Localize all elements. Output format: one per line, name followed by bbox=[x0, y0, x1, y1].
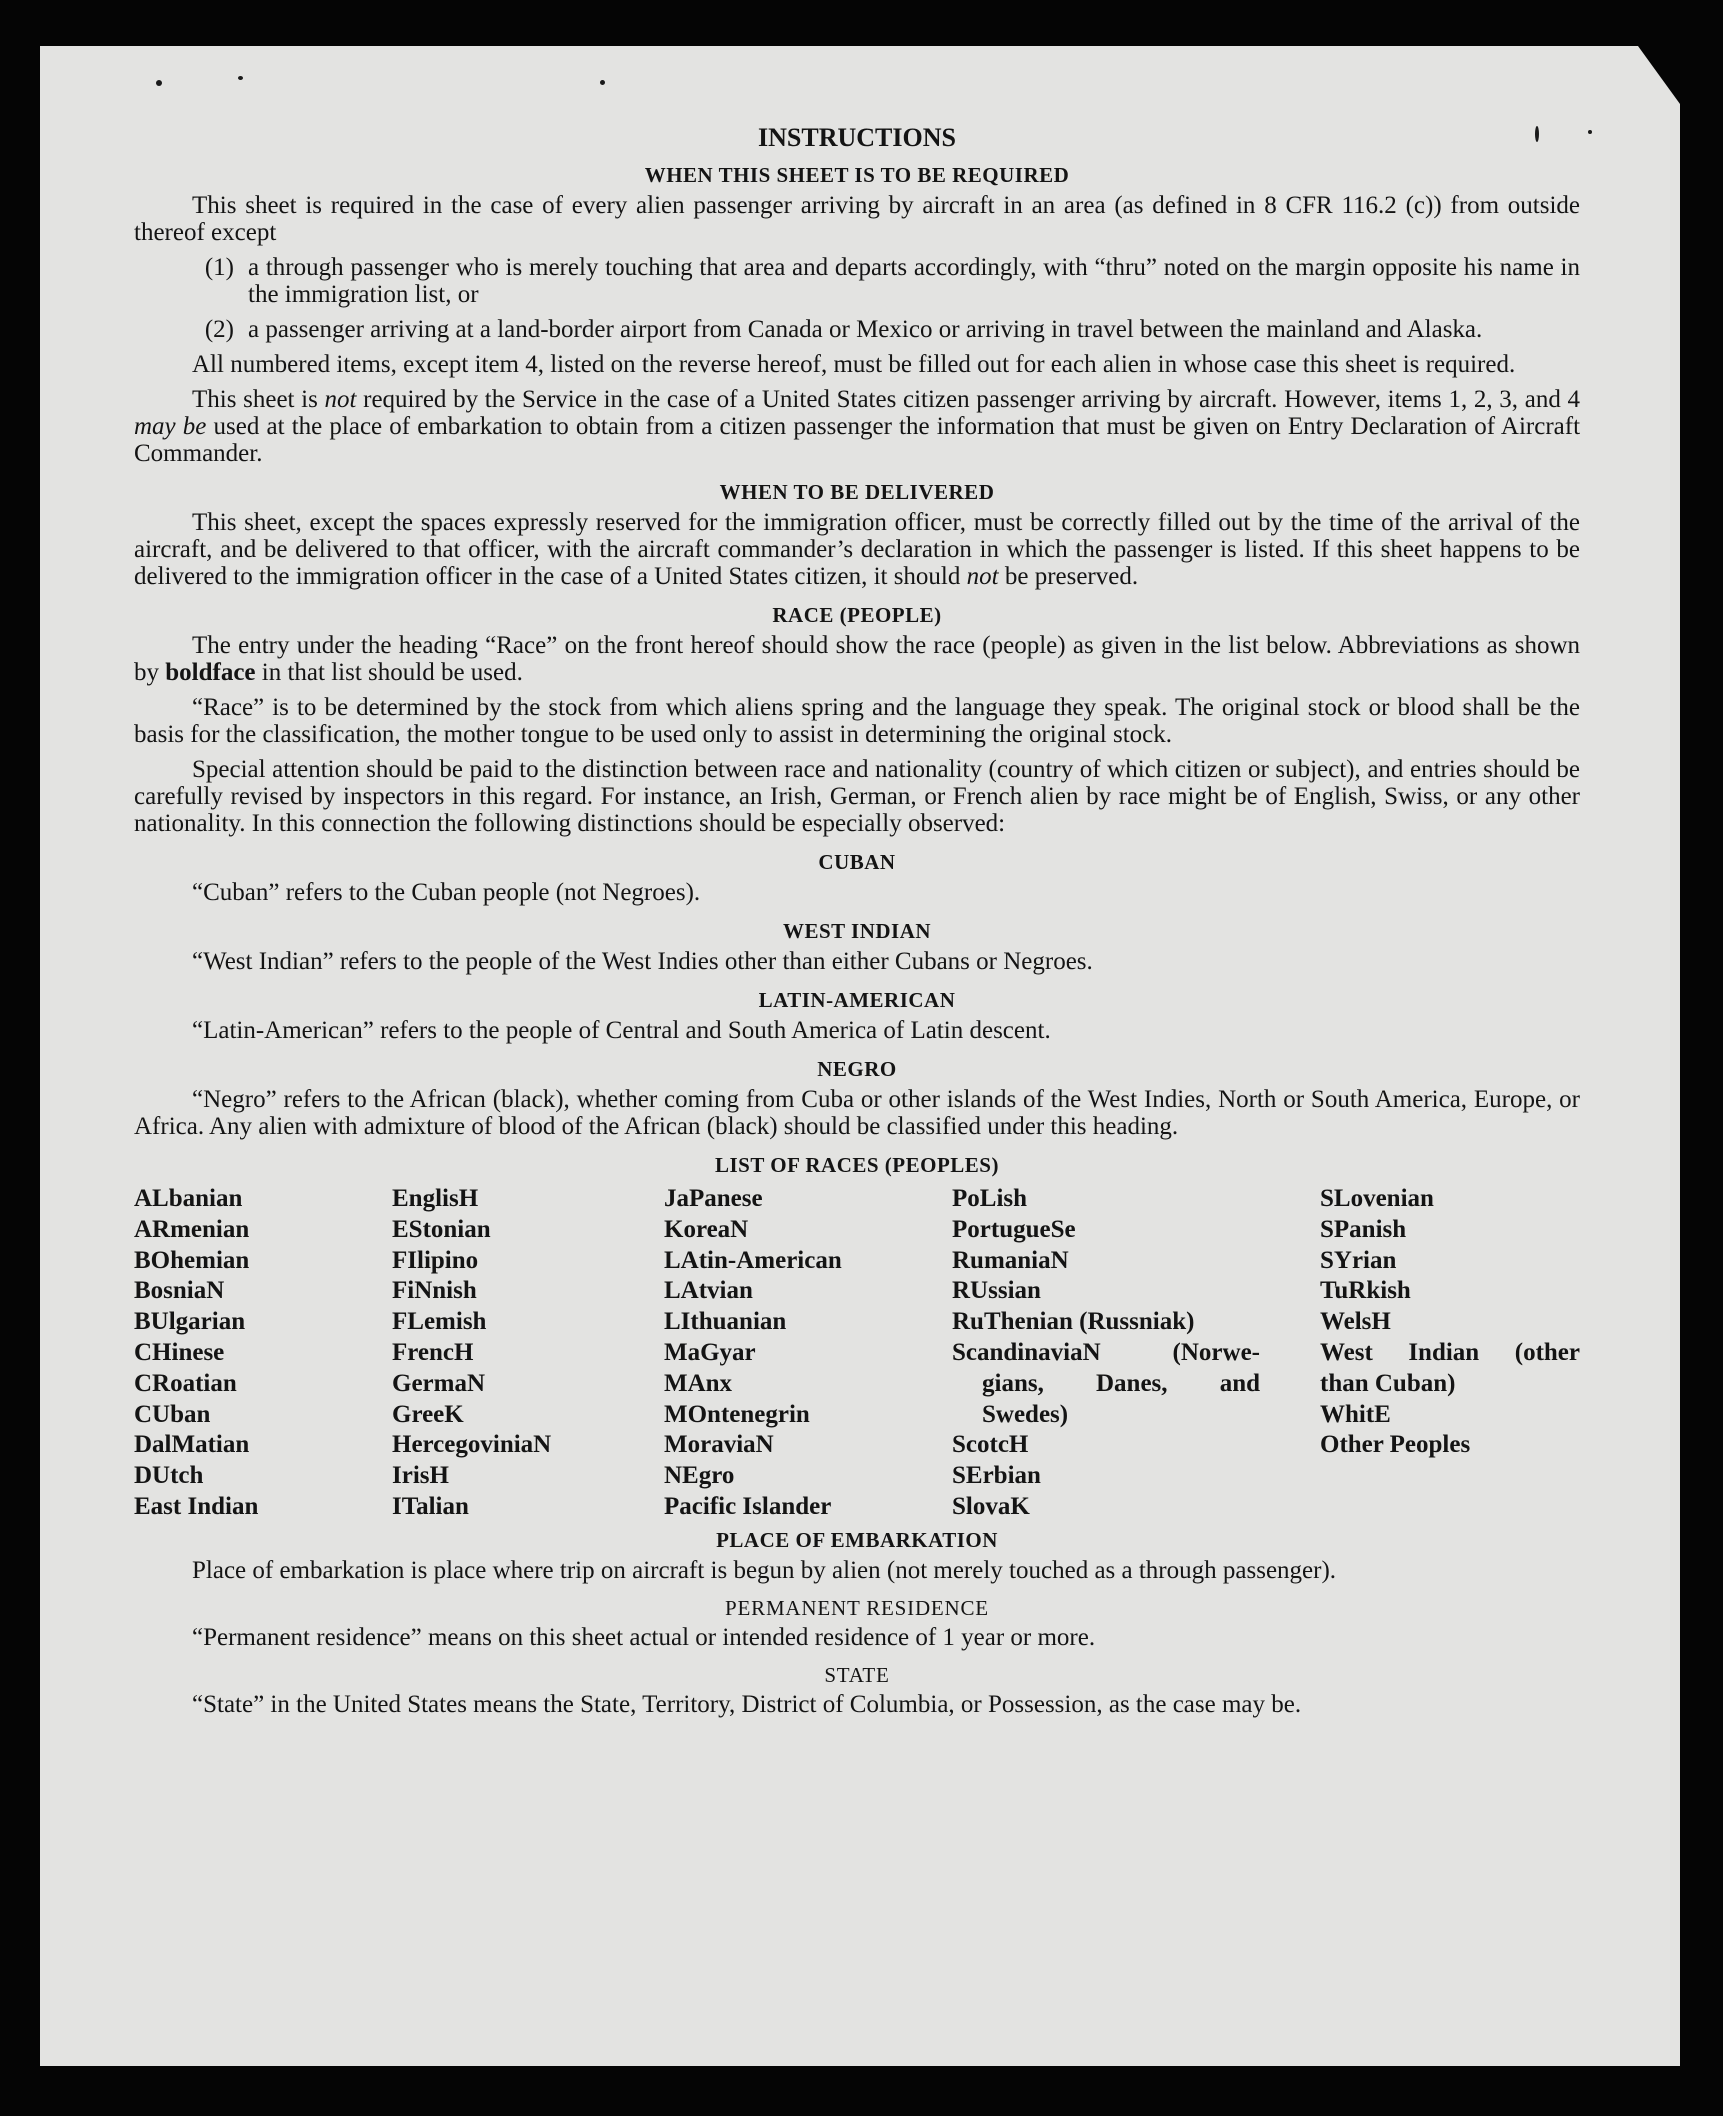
race-entry: Pacific Islander bbox=[664, 1492, 832, 1520]
paragraph-state: “State” in the United States means the State, Territory, District of Columbia, or Possession, as the case may be. bbox=[192, 1690, 1302, 1718]
text-run: in that list should be used. bbox=[255, 659, 523, 686]
text-run: required by the Service in the case of a United States citizen passenger arriving by aircraft. However, items 1, 2, 3, and 4 bbox=[356, 386, 1580, 413]
race-entry: LAtvian bbox=[664, 1277, 753, 1305]
section-heading-list-of-races: LIST OF RACES (PEOPLES) bbox=[715, 1153, 999, 1177]
race-entry: FiNnish bbox=[392, 1277, 477, 1305]
paragraph-race-1 bbox=[134, 632, 1580, 686]
section-heading-cuban: CUBAN bbox=[818, 850, 896, 874]
race-entry: FLemish bbox=[392, 1308, 487, 1336]
race-column-3 bbox=[664, 1184, 952, 1523]
italic-run: may be bbox=[134, 413, 207, 440]
race-entry: LIthuanian bbox=[664, 1308, 787, 1336]
race-entry: West Indian (other bbox=[1320, 1338, 1580, 1366]
race-list bbox=[134, 1184, 1580, 1523]
paragraph-permanent-residence: “Permanent residence” means on this sheet actual or intended residence of 1 year or more. bbox=[192, 1623, 1096, 1651]
race-entry: SErbian bbox=[952, 1462, 1041, 1490]
race-entry: MAnx bbox=[664, 1369, 733, 1397]
race-entry: CHinese bbox=[134, 1338, 225, 1366]
section-heading-race: RACE (PEOPLE) bbox=[772, 603, 942, 627]
race-entry-continuation: than Cuban) bbox=[1320, 1369, 1456, 1397]
race-entry: DUtch bbox=[134, 1462, 204, 1490]
race-entry: MOntenegrin bbox=[664, 1400, 810, 1428]
paragraph-negro: “Negro” refers to the African (black), whether coming from Cuba or other islands of the West Indies, North or South America, Europe, or Africa. Any alien with admixture of blood of the African (black) should be classified under this heading. bbox=[134, 1086, 1580, 1140]
race-entry: ScandinaviaN (Norwe- bbox=[952, 1338, 1260, 1366]
race-entry-continuation: gians, Danes, and bbox=[982, 1369, 1260, 1397]
race-entry: BosniaN bbox=[134, 1277, 225, 1305]
race-entry: EnglisH bbox=[392, 1185, 479, 1212]
race-entry: JaPanese bbox=[664, 1185, 763, 1212]
race-entry: SLovenian bbox=[1320, 1185, 1434, 1212]
paragraph-required-3 bbox=[134, 386, 1580, 467]
race-entry: ITalian bbox=[392, 1492, 469, 1520]
race-column-1 bbox=[134, 1184, 392, 1523]
race-entry: MaGyar bbox=[664, 1338, 756, 1366]
race-entry: Other Peoples bbox=[1320, 1431, 1471, 1459]
race-entry: EStonian bbox=[392, 1215, 491, 1243]
race-entry: RUssian bbox=[952, 1277, 1041, 1305]
race-entry: WhitE bbox=[1320, 1400, 1391, 1428]
instructions-body bbox=[134, 118, 1580, 1726]
bold-run: boldface bbox=[165, 659, 256, 686]
race-entry: ALbanian bbox=[134, 1185, 243, 1212]
race-entry: HercegoviniaN bbox=[392, 1431, 552, 1459]
paragraph-latin-american: “Latin-American” refers to the people of Central and South America of Latin descent. bbox=[192, 1017, 1051, 1044]
race-entry: FrencH bbox=[392, 1338, 474, 1366]
exception-2 bbox=[134, 316, 1580, 343]
paragraph-race-2: “Race” is to be determined by the stock from which aliens spring and the language they speak. The original stock or blood shall be the basis for the classification, the mother tongue to be used only to assist in determining the original stock. bbox=[134, 694, 1580, 748]
section-heading-permanent-residence: PERMANENT RESIDENCE bbox=[725, 1595, 989, 1620]
paragraph-race-3: Special attention should be paid to the distinction between race and nationality (country of which citizen or subject), and entries should be carefully revised by inspectors in this regard. For instance, an Irish, German, or French alien by race might be of English, Swiss, or any other nationality. In this connection the following distinctions should be especially observed: bbox=[134, 756, 1580, 837]
race-entry: RumaniaN bbox=[952, 1246, 1069, 1274]
race-entry: FIlipino bbox=[392, 1246, 479, 1274]
race-entry: ScotcH bbox=[952, 1431, 1029, 1459]
race-entry: BUlgarian bbox=[134, 1308, 246, 1336]
speck bbox=[156, 80, 162, 86]
paragraph-required-2: All numbered items, except item 4, listed on the reverse hereof, must be filled out for each alien in whose case this sheet is required. bbox=[192, 351, 1516, 378]
paragraph-delivered bbox=[134, 509, 1580, 590]
race-entry: East Indian bbox=[134, 1492, 259, 1520]
race-entry: DalMatian bbox=[134, 1431, 250, 1459]
text-run: used at the place of embarkation to obtain from a citizen passenger the information that must be given on Entry Declaration of Aircraft Commander. bbox=[134, 413, 1581, 467]
speck bbox=[238, 76, 243, 80]
race-entry: SYrian bbox=[1320, 1246, 1397, 1274]
race-column-2 bbox=[392, 1184, 664, 1523]
section-heading-required: WHEN THIS SHEET IS TO BE REQUIRED bbox=[644, 163, 1070, 187]
speck bbox=[600, 80, 605, 85]
race-entry: KoreaN bbox=[664, 1215, 749, 1243]
italic-run: not bbox=[966, 563, 999, 590]
race-entry: IrisH bbox=[392, 1462, 449, 1490]
race-column-5 bbox=[1320, 1184, 1580, 1523]
race-entry: WelsH bbox=[1320, 1308, 1391, 1336]
paragraph-required-1: This sheet is required in the case of every alien passenger arriving by aircraft in an area (as defined in 8 CFR 116.2 (c)) from outside thereof except bbox=[134, 192, 1580, 246]
race-entry: SPanish bbox=[1320, 1215, 1407, 1243]
paragraph-embarkation: Place of embarkation is place where trip on aircraft is begun by alien (not merely touched as a through passenger). bbox=[192, 1556, 1337, 1584]
document-page bbox=[40, 46, 1680, 2066]
text-run: This sheet, except the spaces expressly reserved for the immigration officer, must be correctly filled out by the time of the arrival of the aircraft, and be delivered to that officer, with the aircraft commander’s declaration in which the passenger is listed. If this sheet happens to be delivered to the immigration officer in the case of a United States citizen, it should bbox=[134, 509, 1580, 590]
italic-run: not bbox=[324, 386, 357, 413]
section-heading-embarkation: PLACE OF EMBARKATION bbox=[716, 1527, 998, 1552]
race-entry: GreeK bbox=[392, 1400, 464, 1428]
race-column-4 bbox=[952, 1184, 1320, 1523]
race-entry: TuRkish bbox=[1320, 1277, 1411, 1305]
race-entry: GermaN bbox=[392, 1369, 486, 1397]
exception-text: a through passenger who is merely touching that area and departs accordingly, with “thru” noted on the margin opposite his name in the immigration list, or bbox=[248, 254, 1580, 308]
text-run: This sheet is bbox=[192, 386, 325, 413]
paragraph-west-indian: “West Indian” refers to the people of the West Indies other than either Cubans or Negroes. bbox=[192, 948, 1093, 975]
section-heading-state: STATE bbox=[824, 1662, 890, 1687]
race-entry: PoLish bbox=[952, 1185, 1028, 1212]
race-entry: SlovaK bbox=[952, 1492, 1030, 1520]
text-run: The entry under the heading “Race” on the front hereof should show the race (people) as given in the list below. Abbreviations as shown by bbox=[134, 632, 1580, 686]
page-title: INSTRUCTIONS bbox=[758, 123, 956, 152]
race-entry: ARmenian bbox=[134, 1215, 250, 1243]
paragraph-cuban: “Cuban” refers to the Cuban people (not Negroes). bbox=[192, 879, 701, 906]
race-entry: PortugueSe bbox=[952, 1215, 1076, 1243]
exception-text: a passenger arriving at a land-border airport from Canada or Mexico or arriving in travel between the mainland and Alaska. bbox=[248, 316, 1483, 343]
section-heading-west-indian: WEST INDIAN bbox=[782, 919, 932, 943]
speck bbox=[1588, 130, 1592, 134]
race-entry: NEgro bbox=[664, 1462, 735, 1490]
race-entry-continuation: Swedes) bbox=[982, 1400, 1069, 1428]
race-entry: CUban bbox=[134, 1400, 211, 1428]
section-heading-negro: NEGRO bbox=[817, 1057, 897, 1081]
text-run: be preserved. bbox=[998, 563, 1139, 590]
exception-number: (1) bbox=[204, 254, 234, 281]
exception-number: (2) bbox=[204, 316, 234, 343]
race-entry: RuThenian (Russniak) bbox=[952, 1308, 1195, 1336]
race-entry: MoraviaN bbox=[664, 1431, 774, 1459]
race-entry: BOhemian bbox=[134, 1246, 250, 1274]
race-entry: LAtin-American bbox=[664, 1246, 842, 1274]
section-heading-delivered: WHEN TO BE DELIVERED bbox=[719, 480, 995, 504]
race-entry: CRoatian bbox=[134, 1369, 237, 1397]
exception-1 bbox=[134, 254, 1580, 308]
folded-corner bbox=[1638, 46, 1680, 104]
section-heading-latin-american: LATIN-AMERICAN bbox=[758, 988, 956, 1012]
